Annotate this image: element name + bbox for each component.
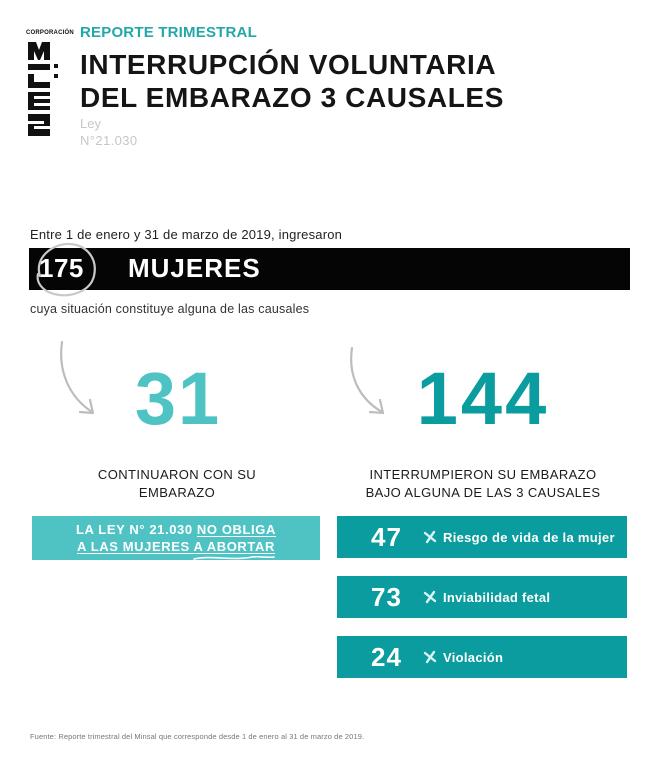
cross-icon bbox=[422, 649, 438, 665]
title-line-2: DEL EMBARAZO 3 CAUSALES bbox=[80, 82, 504, 113]
interrupted-number: 144 bbox=[416, 357, 550, 440]
underline-squiggle-icon bbox=[192, 553, 276, 563]
cause-value: 47 bbox=[371, 522, 402, 552]
law-label: Ley bbox=[80, 116, 101, 131]
cause-row bbox=[337, 516, 627, 558]
law-notice-line-2 bbox=[32, 539, 320, 554]
sub-intro-text: cuya situación constituye alguna de las causales bbox=[30, 302, 310, 316]
cause-row bbox=[337, 636, 627, 678]
total-number: 175 bbox=[39, 253, 84, 283]
continued-caption bbox=[72, 466, 282, 502]
title-line-1: INTERRUPCIÓN VOLUNTARIA bbox=[80, 49, 497, 80]
continued-number: 31 bbox=[134, 357, 222, 440]
continued-caption-line-1: CONTINUARON CON SU bbox=[97, 467, 257, 482]
law-notice-line-1 bbox=[32, 522, 320, 537]
cause-label: Violación bbox=[443, 650, 504, 665]
report-kicker: REPORTE TRIMESTRAL bbox=[80, 24, 257, 41]
law-notice-emphasis: NO OBLIGA bbox=[196, 522, 276, 537]
cross-icon bbox=[422, 589, 438, 605]
interrupted-caption-line-1: INTERRUMPIERON SU EMBARAZO bbox=[369, 467, 597, 482]
logo-wordmark bbox=[26, 40, 66, 140]
continued-caption-line-2: EMBARAZO bbox=[138, 485, 216, 500]
curved-arrow-right-icon bbox=[346, 346, 396, 422]
law-number: N°21.030 bbox=[80, 133, 138, 148]
interrupted-caption bbox=[338, 466, 628, 502]
cause-label: Riesgo de vida de la mujer bbox=[443, 530, 615, 545]
logo-tagline: CORPORACIÓN bbox=[26, 30, 74, 36]
law-notice-box bbox=[32, 516, 320, 560]
cause-value: 24 bbox=[371, 642, 402, 672]
cross-icon bbox=[422, 529, 438, 545]
cause-row bbox=[337, 576, 627, 618]
intro-text: Entre 1 de enero y 31 de marzo de 2019, ingresaron bbox=[30, 227, 343, 242]
cause-value: 73 bbox=[371, 582, 402, 612]
interrupted-caption-line-2: BAJO ALGUNA DE LAS 3 CAUSALES bbox=[365, 485, 601, 500]
source-note: Fuente: Reporte trimestral del Minsal que corresponde desde 1 de enero al 31 de marzo de 2019. bbox=[30, 732, 365, 741]
law-notice-line-2-text: A LAS MUJERES A ABORTAR bbox=[77, 539, 275, 554]
logo bbox=[26, 30, 74, 148]
total-label: MUJERES bbox=[128, 253, 261, 283]
total-bar bbox=[29, 248, 630, 290]
law-notice-prefix: LA LEY N° 21.030 bbox=[76, 522, 197, 537]
hand-drawn-circle-icon bbox=[30, 238, 102, 300]
curved-arrow-left-icon bbox=[54, 340, 104, 420]
page-title bbox=[80, 48, 504, 114]
cause-label: Inviabilidad fetal bbox=[443, 590, 551, 605]
